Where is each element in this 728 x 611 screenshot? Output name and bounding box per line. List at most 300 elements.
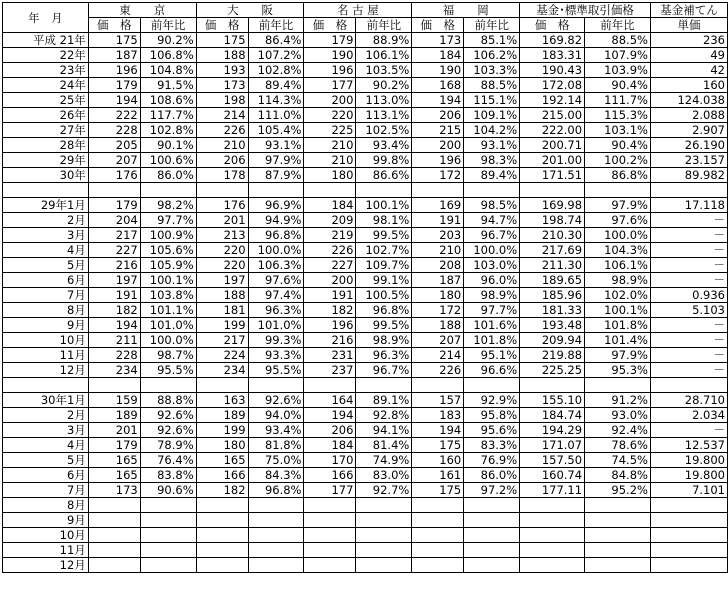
table-cell: 104.3% bbox=[585, 243, 651, 258]
row-label: 3月 bbox=[3, 423, 89, 438]
table-cell: 214 bbox=[196, 108, 248, 123]
table-cell: 234 bbox=[196, 363, 248, 378]
table-cell: 210 bbox=[412, 243, 464, 258]
table-cell: 89.1% bbox=[356, 393, 412, 408]
table-cell: 5.103 bbox=[650, 303, 727, 318]
table-cell: 188 bbox=[412, 318, 464, 333]
table-cell: 42 bbox=[650, 63, 727, 78]
row-label: 7月 bbox=[3, 483, 89, 498]
table-cell: 199 bbox=[196, 423, 248, 438]
price-subheader: 価 格 bbox=[412, 18, 464, 33]
row-label: 5月 bbox=[3, 258, 89, 273]
table-cell bbox=[356, 528, 412, 543]
table-cell: 101.4% bbox=[585, 333, 651, 348]
table-cell: 170 bbox=[304, 453, 356, 468]
table-cell: 193.48 bbox=[520, 318, 585, 333]
table-cell: 209.94 bbox=[520, 333, 585, 348]
table-cell bbox=[140, 498, 196, 513]
table-cell: 207 bbox=[88, 153, 140, 168]
table-cell: 227 bbox=[88, 243, 140, 258]
table-row bbox=[3, 528, 728, 543]
table-cell: 217 bbox=[196, 333, 248, 348]
row-label: 29年1月 bbox=[3, 198, 89, 213]
price-subheader: 価 格 bbox=[304, 18, 356, 33]
ratio-subheader: 前年比 bbox=[248, 18, 304, 33]
table-row bbox=[3, 423, 728, 438]
table-cell: 159 bbox=[88, 393, 140, 408]
table-cell: 90.2% bbox=[356, 78, 412, 93]
table-cell: 176 bbox=[196, 198, 248, 213]
table-cell: 220 bbox=[196, 243, 248, 258]
table-row bbox=[3, 468, 728, 483]
table-cell: 184 bbox=[304, 438, 356, 453]
table-cell: 101.1% bbox=[140, 303, 196, 318]
table-cell bbox=[650, 498, 727, 513]
table-cell: 94.7% bbox=[464, 213, 520, 228]
row-label: 8月 bbox=[3, 303, 89, 318]
table-cell: 215 bbox=[412, 123, 464, 138]
table-cell bbox=[196, 498, 248, 513]
table-cell bbox=[520, 528, 585, 543]
table-cell: 74.9% bbox=[356, 453, 412, 468]
table-cell: 100.1% bbox=[140, 273, 196, 288]
table-row bbox=[3, 408, 728, 423]
table-cell: 177 bbox=[304, 78, 356, 93]
table-cell: 173 bbox=[88, 483, 140, 498]
table-cell: 189.65 bbox=[520, 273, 585, 288]
price-subheader: 価 格 bbox=[520, 18, 585, 33]
table-cell bbox=[650, 543, 727, 558]
row-label: 26年 bbox=[3, 108, 89, 123]
table-cell: 105.9% bbox=[140, 258, 196, 273]
table-cell bbox=[248, 558, 304, 573]
table-cell: 102.0% bbox=[585, 288, 651, 303]
table-cell bbox=[585, 498, 651, 513]
table-cell: 171.07 bbox=[520, 438, 585, 453]
table-cell: 210.30 bbox=[520, 228, 585, 243]
table-cell: 175 bbox=[412, 483, 464, 498]
table-cell: 95.8% bbox=[464, 408, 520, 423]
table-cell: 225.25 bbox=[520, 363, 585, 378]
table-cell: 190 bbox=[304, 48, 356, 63]
table-cell: 234 bbox=[88, 363, 140, 378]
row-label: 8月 bbox=[3, 498, 89, 513]
table-cell bbox=[585, 528, 651, 543]
table-cell: 88.9% bbox=[356, 33, 412, 48]
table-cell: 92.8% bbox=[356, 408, 412, 423]
table-cell bbox=[248, 498, 304, 513]
table-cell: 108.6% bbox=[140, 93, 196, 108]
table-cell: 217 bbox=[88, 228, 140, 243]
table-cell: 78.9% bbox=[140, 438, 196, 453]
row-label: 9月 bbox=[3, 513, 89, 528]
table-cell: 226 bbox=[196, 123, 248, 138]
row-label: 3月 bbox=[3, 228, 89, 243]
table-cell: 220 bbox=[304, 108, 356, 123]
empty-cell bbox=[412, 378, 464, 393]
table-cell bbox=[196, 528, 248, 543]
table-cell: 115.1% bbox=[464, 93, 520, 108]
table-cell: 100.1% bbox=[356, 198, 412, 213]
table-cell: 179 bbox=[88, 198, 140, 213]
table-cell: － bbox=[650, 348, 727, 363]
row-label: 23年 bbox=[3, 63, 89, 78]
table-cell: 90.6% bbox=[140, 483, 196, 498]
table-cell: 97.6% bbox=[585, 213, 651, 228]
table-cell: 100.2% bbox=[585, 153, 651, 168]
table-cell: 184.74 bbox=[520, 408, 585, 423]
table-cell: 172 bbox=[412, 303, 464, 318]
empty-cell bbox=[140, 378, 196, 393]
table-cell: 199 bbox=[196, 318, 248, 333]
empty-cell bbox=[520, 183, 585, 198]
table-cell: 166 bbox=[304, 468, 356, 483]
table-cell bbox=[464, 543, 520, 558]
table-cell: 109.7% bbox=[356, 258, 412, 273]
table-cell: 99.3% bbox=[248, 333, 304, 348]
table-cell: 90.1% bbox=[140, 138, 196, 153]
table-cell: 227 bbox=[304, 258, 356, 273]
table-cell: 169 bbox=[412, 198, 464, 213]
table-cell: 103.8% bbox=[140, 288, 196, 303]
table-cell: 7.101 bbox=[650, 483, 727, 498]
empty-cell bbox=[412, 183, 464, 198]
table-cell: 87.9% bbox=[248, 168, 304, 183]
table-cell bbox=[140, 528, 196, 543]
table-cell: 198 bbox=[196, 93, 248, 108]
table-cell: 175 bbox=[88, 33, 140, 48]
table-cell: 12.537 bbox=[650, 438, 727, 453]
table-cell: 95.5% bbox=[140, 363, 196, 378]
row-label: 10月 bbox=[3, 333, 89, 348]
table-cell: 222.00 bbox=[520, 123, 585, 138]
table-cell bbox=[464, 498, 520, 513]
row-label: 4月 bbox=[3, 243, 89, 258]
table-cell: 84.8% bbox=[585, 468, 651, 483]
table-cell: 228 bbox=[88, 123, 140, 138]
table-cell: 219.88 bbox=[520, 348, 585, 363]
table-cell: 94.0% bbox=[248, 408, 304, 423]
empty-cell bbox=[248, 183, 304, 198]
table-cell: 205 bbox=[88, 138, 140, 153]
table-cell: 189 bbox=[196, 408, 248, 423]
tokyo-header: 東 京 bbox=[88, 3, 196, 18]
ratio-subheader: 前年比 bbox=[585, 18, 651, 33]
empty-cell bbox=[196, 378, 248, 393]
table-cell: 101.8% bbox=[585, 318, 651, 333]
table-cell: 96.7% bbox=[356, 363, 412, 378]
table-cell: 192.14 bbox=[520, 93, 585, 108]
table-cell: － bbox=[650, 273, 727, 288]
table-cell: 180 bbox=[304, 168, 356, 183]
table-cell: 178 bbox=[196, 168, 248, 183]
table-cell: 90.4% bbox=[585, 138, 651, 153]
table-cell: 196 bbox=[412, 153, 464, 168]
table-cell: － bbox=[650, 243, 727, 258]
table-cell: 216 bbox=[88, 258, 140, 273]
table-cell: 98.9% bbox=[464, 288, 520, 303]
table-cell: 2.907 bbox=[650, 123, 727, 138]
table-cell: 19.800 bbox=[650, 453, 727, 468]
table-cell: 177.11 bbox=[520, 483, 585, 498]
fukuoka-header: 福 岡 bbox=[412, 3, 520, 18]
ratio-subheader: 前年比 bbox=[464, 18, 520, 33]
table-cell bbox=[196, 513, 248, 528]
spacer-row bbox=[3, 183, 728, 198]
table-row bbox=[3, 453, 728, 468]
table-cell: 188 bbox=[196, 48, 248, 63]
table-cell: 172.08 bbox=[520, 78, 585, 93]
table-cell: 201.00 bbox=[520, 153, 585, 168]
empty-cell bbox=[196, 183, 248, 198]
table-cell: 209 bbox=[304, 213, 356, 228]
table-body bbox=[3, 33, 728, 573]
table-cell: 90.2% bbox=[140, 33, 196, 48]
table-cell: 93.4% bbox=[356, 138, 412, 153]
table-cell bbox=[248, 513, 304, 528]
table-cell: 193 bbox=[196, 63, 248, 78]
table-cell: 160 bbox=[412, 453, 464, 468]
table-cell bbox=[650, 528, 727, 543]
empty-cell bbox=[650, 183, 727, 198]
row-label: 6月 bbox=[3, 273, 89, 288]
table-cell: 213 bbox=[196, 228, 248, 243]
table-cell: 94.1% bbox=[356, 423, 412, 438]
row-label: 30年 bbox=[3, 168, 89, 183]
table-cell: 92.9% bbox=[464, 393, 520, 408]
table-cell bbox=[412, 543, 464, 558]
table-cell: 23.157 bbox=[650, 153, 727, 168]
table-cell: 231 bbox=[304, 348, 356, 363]
table-cell: 190 bbox=[412, 63, 464, 78]
table-cell: 210 bbox=[304, 153, 356, 168]
table-cell bbox=[650, 513, 727, 528]
unit-price-subheader: 単価 bbox=[650, 18, 727, 33]
row-label: 2月 bbox=[3, 408, 89, 423]
table-cell: 95.3% bbox=[585, 363, 651, 378]
table-cell: 19.800 bbox=[650, 468, 727, 483]
table-cell: 200 bbox=[304, 273, 356, 288]
table-row bbox=[3, 213, 728, 228]
table-cell: 103.1% bbox=[585, 123, 651, 138]
table-cell: － bbox=[650, 213, 727, 228]
table-row bbox=[3, 138, 728, 153]
osaka-header: 大 阪 bbox=[196, 3, 304, 18]
table-cell: 96.8% bbox=[248, 228, 304, 243]
table-cell: 98.9% bbox=[356, 333, 412, 348]
table-cell: 86.8% bbox=[585, 168, 651, 183]
header-row-cities bbox=[3, 3, 728, 18]
table-cell: 107.2% bbox=[248, 48, 304, 63]
table-cell: 169.98 bbox=[520, 198, 585, 213]
table-row bbox=[3, 543, 728, 558]
row-label: 7月 bbox=[3, 288, 89, 303]
empty-cell bbox=[3, 183, 89, 198]
table-cell bbox=[304, 513, 356, 528]
table-cell: 164 bbox=[304, 393, 356, 408]
table-cell: 210 bbox=[304, 138, 356, 153]
row-label: 11月 bbox=[3, 543, 89, 558]
table-cell: 2.034 bbox=[650, 408, 727, 423]
table-cell: 81.4% bbox=[356, 438, 412, 453]
table-cell bbox=[412, 513, 464, 528]
table-cell: 211 bbox=[88, 333, 140, 348]
table-cell: 92.6% bbox=[140, 408, 196, 423]
year-month-header: 年 月 bbox=[3, 3, 89, 33]
table-cell: 228 bbox=[88, 348, 140, 363]
table-cell: 190.43 bbox=[520, 63, 585, 78]
table-cell bbox=[140, 543, 196, 558]
table-row bbox=[3, 318, 728, 333]
table-cell: 103.0% bbox=[464, 258, 520, 273]
row-label: 25年 bbox=[3, 93, 89, 108]
table-cell: 95.2% bbox=[585, 483, 651, 498]
table-cell: 184 bbox=[304, 198, 356, 213]
table-cell: 89.982 bbox=[650, 168, 727, 183]
table-cell: 103.5% bbox=[356, 63, 412, 78]
empty-cell bbox=[304, 378, 356, 393]
table-cell: 176 bbox=[88, 168, 140, 183]
table-cell: 95.5% bbox=[248, 363, 304, 378]
table-cell: 194 bbox=[88, 318, 140, 333]
table-cell: 101.6% bbox=[464, 318, 520, 333]
table-cell: 183.31 bbox=[520, 48, 585, 63]
table-cell: 165 bbox=[88, 468, 140, 483]
table-cell: 220 bbox=[196, 258, 248, 273]
table-row bbox=[3, 558, 728, 573]
table-row bbox=[3, 513, 728, 528]
table-cell: 225 bbox=[304, 123, 356, 138]
table-row bbox=[3, 333, 728, 348]
table-cell: 196 bbox=[304, 318, 356, 333]
egg-price-table bbox=[2, 2, 728, 573]
empty-cell bbox=[464, 183, 520, 198]
table-cell: 206 bbox=[196, 153, 248, 168]
table-cell: 201 bbox=[196, 213, 248, 228]
table-row bbox=[3, 393, 728, 408]
table-cell: 101.0% bbox=[248, 318, 304, 333]
row-label: 22年 bbox=[3, 48, 89, 63]
row-label: 4月 bbox=[3, 438, 89, 453]
table-cell: 90.4% bbox=[585, 78, 651, 93]
fund-standard-price-header: 基金･標準取引価格 bbox=[520, 3, 651, 18]
table-cell: 115.3% bbox=[585, 108, 651, 123]
table-cell: 96.8% bbox=[356, 303, 412, 318]
table-cell: 100.9% bbox=[140, 228, 196, 243]
table-cell: － bbox=[650, 363, 727, 378]
table-cell: 91.5% bbox=[140, 78, 196, 93]
table-cell: 208 bbox=[412, 258, 464, 273]
table-cell: 100.0% bbox=[585, 228, 651, 243]
table-cell: 204 bbox=[88, 213, 140, 228]
table-cell: 187 bbox=[412, 273, 464, 288]
table-cell: 97.4% bbox=[248, 288, 304, 303]
table-cell: 95.1% bbox=[464, 348, 520, 363]
table-cell: 183 bbox=[412, 408, 464, 423]
table-cell bbox=[304, 543, 356, 558]
table-cell: 163 bbox=[196, 393, 248, 408]
table-cell: 100.1% bbox=[585, 303, 651, 318]
table-cell: 98.7% bbox=[140, 348, 196, 363]
row-label: 29年 bbox=[3, 153, 89, 168]
table-cell: 182 bbox=[88, 303, 140, 318]
table-cell bbox=[520, 498, 585, 513]
empty-cell bbox=[520, 378, 585, 393]
empty-cell bbox=[248, 378, 304, 393]
table-cell: 89.4% bbox=[248, 78, 304, 93]
table-row bbox=[3, 153, 728, 168]
table-cell: 97.9% bbox=[585, 198, 651, 213]
table-cell: 96.9% bbox=[248, 198, 304, 213]
table-cell bbox=[140, 513, 196, 528]
table-cell: 194 bbox=[412, 423, 464, 438]
table-cell: 93.1% bbox=[248, 138, 304, 153]
header-row-sub bbox=[3, 18, 728, 33]
table-cell: 166 bbox=[196, 468, 248, 483]
table-cell bbox=[412, 558, 464, 573]
table-cell: 113.0% bbox=[356, 93, 412, 108]
table-cell: 28.710 bbox=[650, 393, 727, 408]
table-cell: 179 bbox=[88, 78, 140, 93]
table-cell: 168 bbox=[412, 78, 464, 93]
price-subheader: 価 格 bbox=[88, 18, 140, 33]
table-cell: 81.8% bbox=[248, 438, 304, 453]
table-cell: 165 bbox=[88, 453, 140, 468]
table-cell: 99.1% bbox=[356, 273, 412, 288]
table-cell: 89.4% bbox=[464, 168, 520, 183]
table-cell: 217.69 bbox=[520, 243, 585, 258]
empty-cell bbox=[140, 183, 196, 198]
table-cell: 182 bbox=[196, 483, 248, 498]
table-row bbox=[3, 498, 728, 513]
row-label: 5月 bbox=[3, 453, 89, 468]
table-cell: － bbox=[650, 318, 727, 333]
table-cell: 83.8% bbox=[140, 468, 196, 483]
table-cell: 182 bbox=[304, 303, 356, 318]
table-cell: 226 bbox=[412, 363, 464, 378]
table-cell: 102.8% bbox=[140, 123, 196, 138]
table-cell: 97.2% bbox=[464, 483, 520, 498]
row-label: 28年 bbox=[3, 138, 89, 153]
empty-cell bbox=[3, 378, 89, 393]
table-cell: 196 bbox=[304, 63, 356, 78]
row-label: 11月 bbox=[3, 348, 89, 363]
table-cell bbox=[356, 498, 412, 513]
table-cell: 111.0% bbox=[248, 108, 304, 123]
table-cell bbox=[140, 558, 196, 573]
table-cell: 207 bbox=[412, 333, 464, 348]
table-cell: 85.1% bbox=[464, 33, 520, 48]
table-cell: 99.5% bbox=[356, 318, 412, 333]
table-row bbox=[3, 63, 728, 78]
table-cell: 88.5% bbox=[464, 78, 520, 93]
table-cell: 189 bbox=[88, 408, 140, 423]
table-cell: 101.8% bbox=[464, 333, 520, 348]
table-cell: 103.3% bbox=[464, 63, 520, 78]
spacer-row bbox=[3, 378, 728, 393]
table-cell: 206 bbox=[304, 423, 356, 438]
table-cell: 26.190 bbox=[650, 138, 727, 153]
table-cell: 191 bbox=[412, 213, 464, 228]
table-cell: 236 bbox=[650, 33, 727, 48]
table-cell: 86.0% bbox=[140, 168, 196, 183]
table-cell: 92.4% bbox=[585, 423, 651, 438]
table-cell: 99.5% bbox=[356, 228, 412, 243]
table-cell: 161 bbox=[412, 468, 464, 483]
ratio-subheader: 前年比 bbox=[356, 18, 412, 33]
table-row bbox=[3, 228, 728, 243]
table-cell: 181.33 bbox=[520, 303, 585, 318]
